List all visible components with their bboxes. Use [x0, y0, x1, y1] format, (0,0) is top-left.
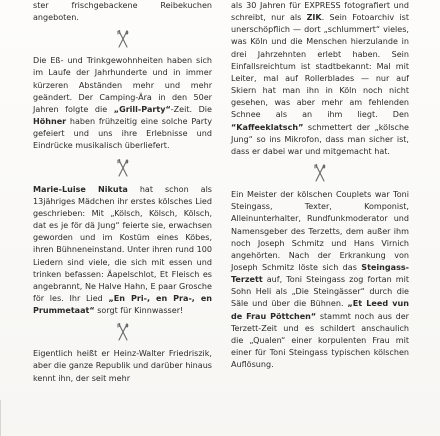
ornament-divider: [231, 162, 409, 184]
page-edge: [0, 400, 7, 436]
ornament-divider: [33, 321, 212, 343]
crossed-cutlery-icon: [117, 30, 129, 48]
paragraph: Die Eß- und Trinkgewohnheiten haben sich im Laufe der Jahrhunderte und in immer kürzeren Abständen mehr und mehr geändert. Der Camping-Ära in den 50er Jahren folgte die „Grill-Party“-Zeit. Die Höhner haben frühzeitig eine solche Party gefeiert und uns ihre Erlebnisse und Eindrücke musikalisch überliefert.: [33, 56, 212, 151]
paragraph: als 30 Jahren für EXPRESS fotografiert und schreibt, nur als ZIK. Sein Fotoarchiv ist unerschöpflich — dort „schlummert“ vieles, was Köln und die Menschen hierzulande in drei Jahrzehnten erlebt haben. Sein Einfallsreichtum ist stadtbekannt: Mal mit Leiter, mal auf Rollerblades — nur auf Skiern hat man ihn in Köln noch nicht gesehen, was aber mehr am fehlenden Schnee als an ihm liegt. Den “Kaffeeklatsch” schmettert der „kölsche Jung“ so ins Mikrofon, dass man sicher ist, dass er dabei war und mitgemacht hat.: [231, 1, 409, 156]
paragraph: Marie-Luise Nikuta hat schon als 13jähriges Mädchen ihr erstes kölsches Lied geschrieben: Mit „Kölsch, Kölsch, Kölsch, dat es je för dä Jung“ feierte sie, erwachsen geworden und im Kostüm eines Köbes, ihren Bühneneinstand. Unter ihren rund 100 Liedern sind viele, die sich mit essen und trinken befassen: Äapelschlot, Et Fleisch es angebrannt, Ne Halve Hahn, E paar Grosche för les. Ihr Lied „En Pri-, en Pra-, en Prummetaat“ sorgt für Kinnwasser!: [33, 184, 213, 316]
paragraph: Eigentlich heißt er Heinz-Walter Friedriszik, aber die ganze Republik und darüber hinaus kennt ihn, der seit mehr: [33, 349, 212, 383]
right-column: [231, 0, 409, 371]
paragraph: ster frischgebackene Reibekuchen angeboten.: [33, 1, 212, 23]
ornament-divider: [33, 28, 212, 50]
left-column: [33, 0, 212, 385]
crossed-cutlery-icon: [117, 159, 129, 177]
paragraph: Ein Meister der kölschen Couplets war Toni Steingass, Texter, Komponist, Alleinunterhalter, Rundfunkmoderator und Namensgeber des Terzetts, dem außer ihm noch Joseph Schmitz und Hans Virnich angehörten. Nach der Erkrankung von Joseph Schmitz löste sich das Steingass-Terzett auf, Toni Steingass zog fortan mit Sohn Heli als „Die Steingässer“ durch die Säle und über die Bühnen. „Et Leed vun de Frau Pöttchen“ stammt noch aus der Terzett-Zeit und es schildert anschaulich die „Qualen“ einer korpulenten Frau mit einer für Toni Steingass typischen kölschen Auflösung.: [231, 190, 409, 370]
crossed-cutlery-icon: [314, 164, 326, 182]
crossed-cutlery-icon: [117, 323, 129, 341]
ornament-divider: [33, 157, 212, 179]
